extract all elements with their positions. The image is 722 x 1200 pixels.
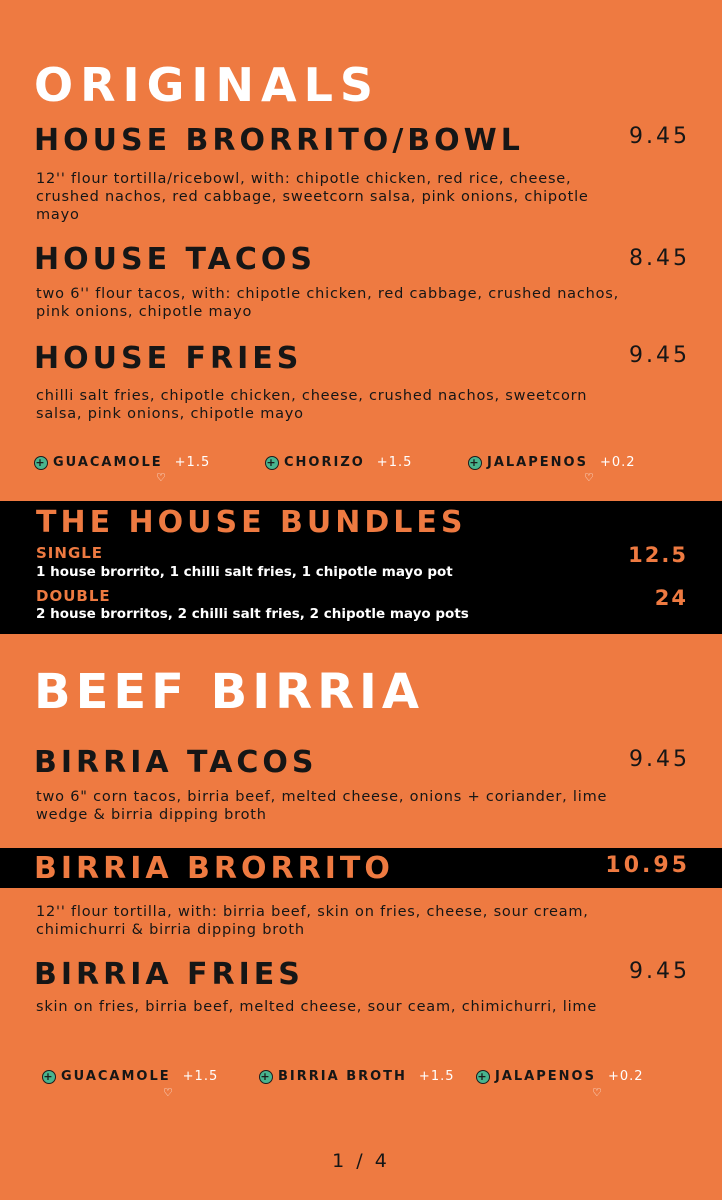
page-indicator: 1 / 4 [332,1150,390,1172]
bundle-description: 1 house brorrito, 1 chilli salt fries, 1 chipotle mayo pot [36,564,453,580]
item-name: HOUSE BRORRITO/BOWL [34,123,524,158]
section-title-birria: BEEF BIRRIA [34,664,425,720]
addon-name: GUACAMOLE [61,1069,171,1084]
addon-name: CHORIZO [284,455,365,470]
plus-circle-icon: + [477,1069,489,1083]
item-name: HOUSE FRIES [34,341,303,376]
item-description: skin on fries, birria beef, melted cheese, sour ceam, chimichurri, lime [36,999,598,1015]
bundle-description: 2 house brorritos, 2 chilli salt fries, 2 chipotle mayo pots [36,606,469,622]
item-name: HOUSE TACOS [34,242,316,277]
addon-name: GUACAMOLE [53,455,163,470]
addon-price: +0.2 [607,1069,644,1084]
item-description: two 6" corn tacos, birria beef, melted cheese, onions + coriander, lime wedge & birria dipping broth [36,789,608,823]
addon-price: +1.5 [182,1069,219,1084]
addon-price: +0.2 [599,455,636,470]
item-description: two 6'' flour tacos, with: chipotle chicken, red cabbage, crushed nachos, pink onions, chipotle mayo [36,286,620,320]
addon-jalapenos [476,1069,644,1084]
item-description: 12'' flour tortilla, with: birria beef, skin on fries, cheese, sour cream, chimichurri & birria dipping broth [36,904,589,938]
item-name: BIRRIA BRORRITO [34,851,394,886]
plus-circle-icon: + [266,455,278,469]
bundle-name: SINGLE [36,544,104,562]
addon-guacamole [42,1069,218,1084]
item-price: 9.45 [629,747,690,772]
addon-price: +1.5 [174,455,211,470]
item-price: 8.45 [629,246,690,271]
item-price: 9.45 [629,124,690,149]
item-description: 12'' flour tortilla/ricebowl, with: chipotle chicken, red rice, cheese, crushed nachos, red cabbage, sweetcorn salsa, pink onions, chipotle mayo [36,171,589,223]
item-price: 9.45 [629,343,690,368]
heart-icon: ♡ [584,471,594,484]
bundles-band [0,501,722,634]
bundle-name: DOUBLE [36,587,111,605]
addon-name: JALAPENOS [487,455,588,470]
addon-price: +1.5 [376,455,413,470]
section-title-originals: ORIGINALS [34,58,381,112]
birria-brorrito-band [0,848,722,888]
addon-name: JALAPENOS [495,1069,596,1084]
addon-jalapenos [468,455,636,470]
plus-circle-icon: + [469,455,481,469]
plus-circle-icon: + [260,1069,272,1083]
item-description: chilli salt fries, chipotle chicken, cheese, crushed nachos, sweetcorn salsa, pink onions, chipotle mayo [36,388,588,422]
heart-icon: ♡ [156,471,166,484]
plus-circle-icon: + [43,1069,55,1083]
bundle-price: 12.5 [628,543,688,567]
addon-name: BIRRIA BROTH [278,1069,407,1084]
bundle-price: 24 [654,586,688,610]
item-price: 9.45 [629,959,690,984]
heart-icon: ♡ [592,1086,602,1099]
item-price: 10.95 [605,853,690,878]
section-title-bundles: THE HOUSE BUNDLES [36,505,467,540]
plus-circle-icon: + [35,455,47,469]
addon-chorizo [265,455,412,470]
addon-birria-broth [259,1069,455,1084]
heart-icon: ♡ [163,1086,173,1099]
addon-price: +1.5 [418,1069,455,1084]
item-name: BIRRIA FRIES [34,957,304,992]
addon-guacamole [34,455,210,470]
item-name: BIRRIA TACOS [34,745,318,780]
